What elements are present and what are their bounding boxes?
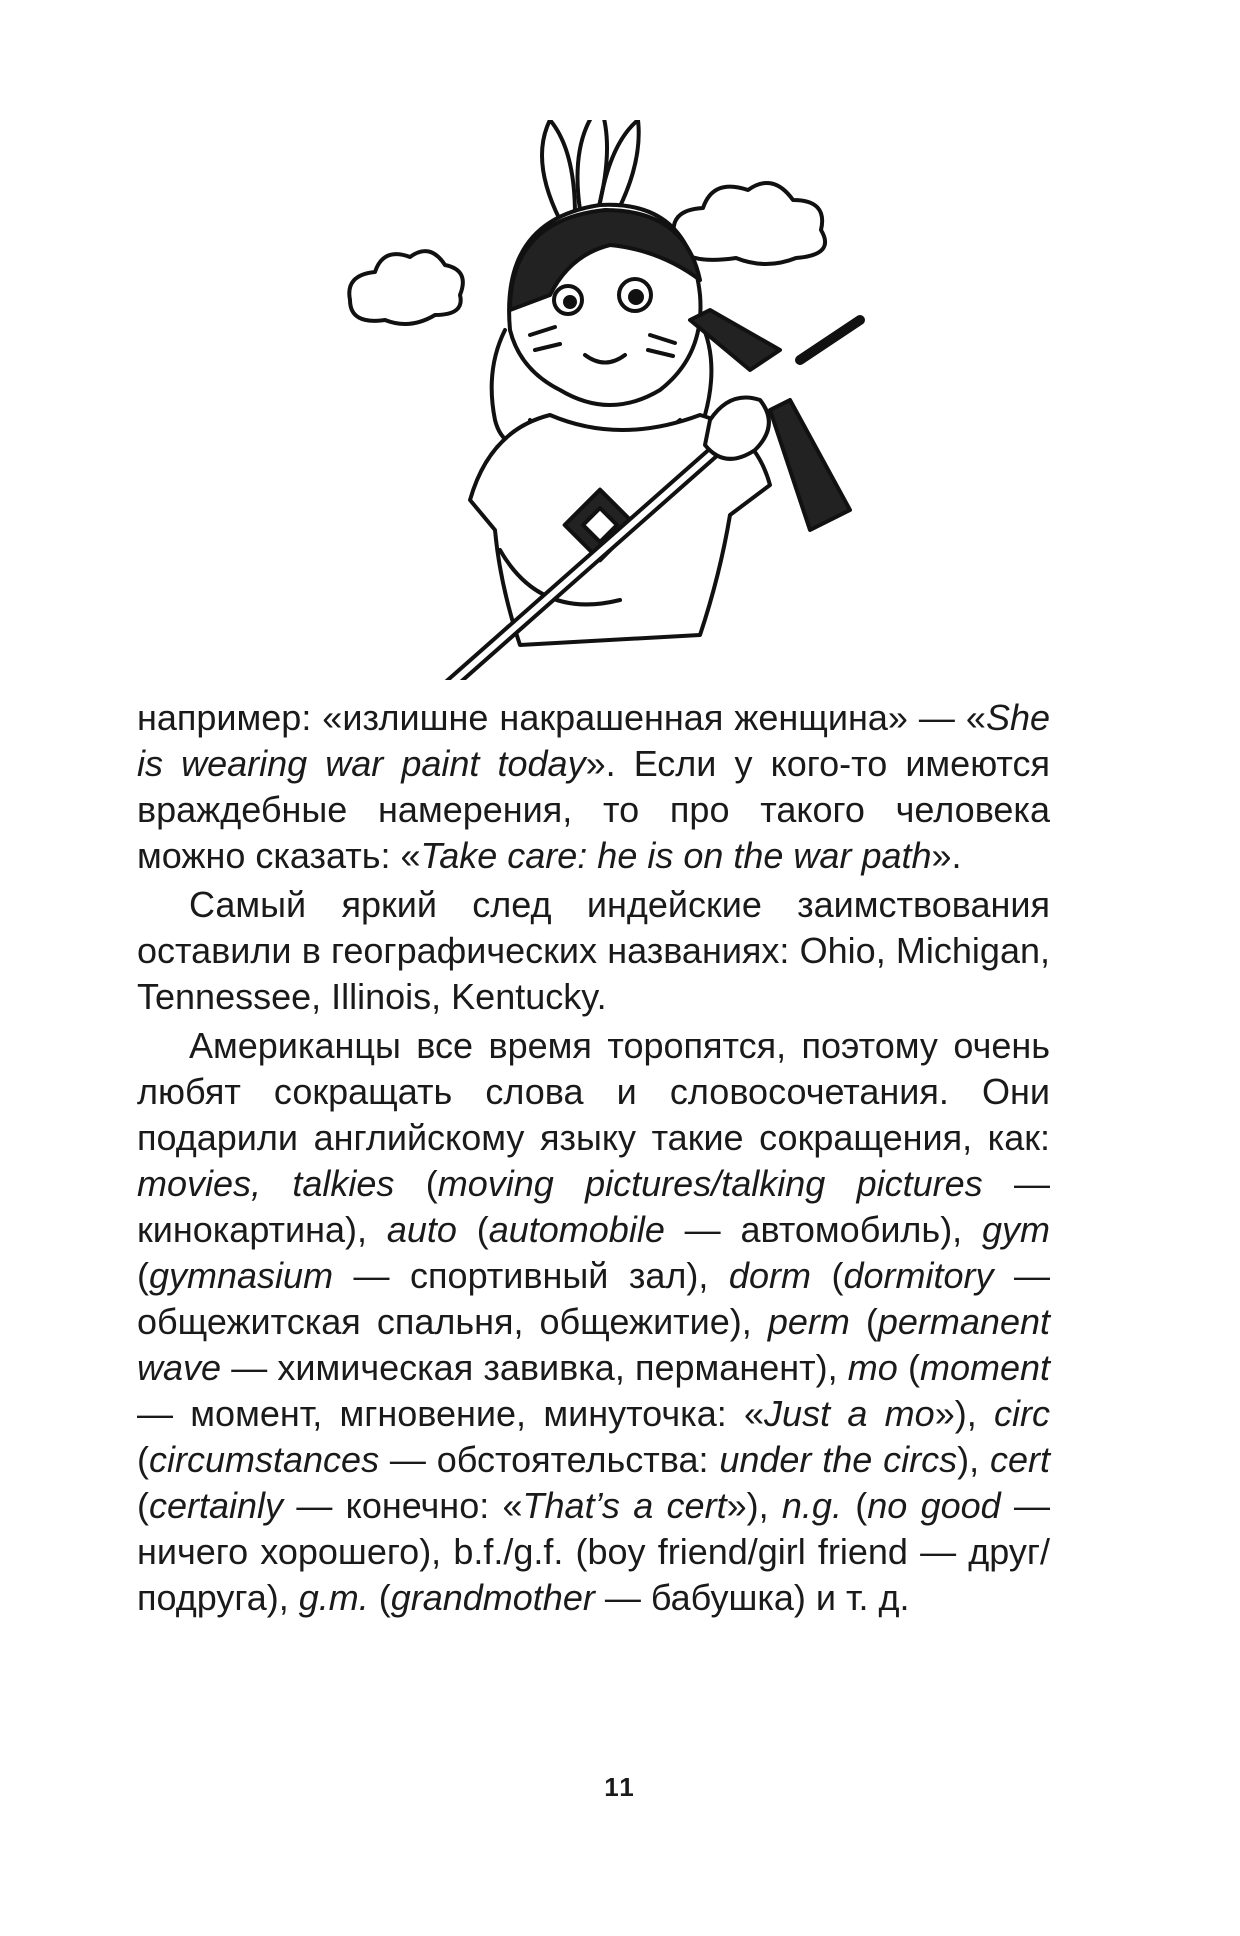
italic-run: Take care: he is on the war path [420,835,932,876]
text-run: ( [849,1301,878,1342]
text-run: ), [957,1439,990,1480]
paragraph [137,695,1050,879]
italic-run: dormitory [843,1255,994,1296]
paragraph [137,882,1050,1020]
italic-run: moving pictures/talking pictures [437,1163,983,1204]
italic-run: grandmother [390,1577,595,1618]
cloud-right-icon [674,183,826,264]
text-run: ( [456,1209,489,1250]
text-run: — обстоятельства: [379,1439,720,1480]
text-run: »), [934,1393,995,1434]
italic-run: movies, talkies [137,1163,395,1204]
italic-run: certainly [149,1485,284,1526]
text-run: Американцы все время торопятся, поэтому очень любят сокращать слова и словосочетания. Они подарили английскому языку такие сокращения, как: [137,1025,1050,1158]
italic-run: gymnasium [149,1255,334,1296]
body-text [137,695,1050,1624]
italic-run: no good [867,1485,1001,1526]
italic-run: circ [994,1393,1051,1434]
italic-run: permanent wave [137,1301,1050,1388]
text-run: ( [841,1485,868,1526]
italic-run: n.g. [781,1485,842,1526]
text-run: — общежитская спальня, общежитие), [137,1255,1050,1342]
text-run: — автомобиль), [664,1209,982,1250]
paragraph [137,1023,1050,1621]
text-run: ( [137,1485,149,1526]
italic-run: perm [767,1301,850,1342]
text-run: — бабушка) и т. д. [594,1577,910,1618]
text-run: например: «излишне накрашенная женщина» — « [137,697,986,738]
text-run: »), [726,1485,782,1526]
text-run: — момент, мгновение, минуточка: « [137,1393,765,1434]
italic-run: automobile [488,1209,665,1250]
text-run: ( [368,1577,391,1618]
italic-run: under the circs [719,1439,958,1480]
text-run: ( [810,1255,844,1296]
text-run: ( [394,1163,438,1204]
text-run: Самый яркий след индейские заимствования оставили в географических названиях: Ohio, Michigan, Tennessee, Illinois, Kentucky. [137,884,1050,1017]
text-run: ( [897,1347,920,1388]
italic-run: g.m. [298,1577,369,1618]
italic-run: cert [989,1439,1050,1480]
italic-run: auto [386,1209,457,1250]
italic-run: mo [847,1347,898,1388]
text-run: — кинокартина), [137,1163,1050,1250]
text-run: ». Если у кого-то имеются враждебные намерения, то про такого человека можно сказать: « [137,743,1050,876]
italic-run: moment [919,1347,1050,1388]
text-run: ( [137,1255,149,1296]
italic-run: Just a mo [764,1393,935,1434]
italic-run: That’s a cert [522,1485,727,1526]
page-number: 11 [604,1772,636,1802]
italic-run: dorm [728,1255,811,1296]
illustration-image [330,120,930,680]
text-run: — химическая завивка, перманент), [221,1347,848,1388]
text-run: — ничего хорошего), b.f./g.f. (boy friend/girl friend — друг/подруга), [137,1485,1050,1618]
italic-run: circumstances [149,1439,380,1480]
text-run: — конечно: « [283,1485,523,1526]
text-run: ». [931,835,962,876]
text-run: — спортивный зал), [333,1255,729,1296]
italic-run: gym [982,1209,1051,1250]
cloud-left-icon [349,251,463,324]
italic-run: She is wearing war paint today [137,697,1050,784]
text-run: ( [137,1439,149,1480]
